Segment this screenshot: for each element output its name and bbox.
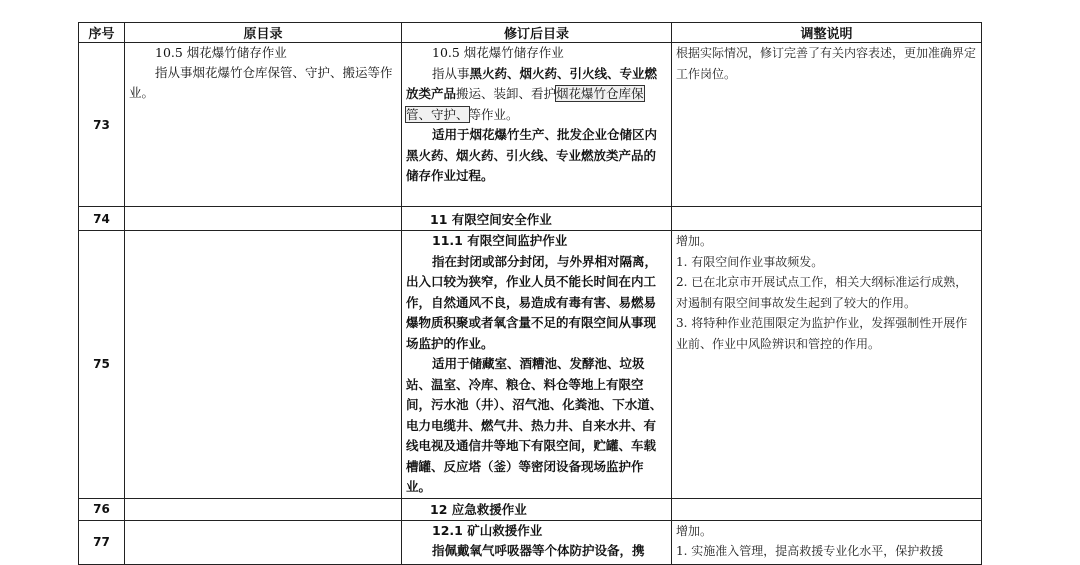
note-cell: [672, 43, 982, 207]
revised-cell: [402, 231, 672, 499]
header-original: 原目录: [125, 23, 402, 43]
note-text: 根据实际情况，修订完善了有关内容表述，更加准确界定工作岗位。: [676, 46, 977, 81]
row-number: 74: [79, 207, 125, 231]
revised-heading: 12 应急救援作业: [402, 498, 672, 520]
revision-table-page: [78, 22, 981, 565]
note-line: 2. 已在北京市开展试点工作，相关大纲标准运行成熟，对遏制有限空间事故发生起到了较大的作用。: [676, 275, 968, 310]
original-cell: [125, 498, 402, 520]
original-cell: [125, 207, 402, 231]
revised-text-bold: 黑火药、烟火药、引火线、专业燃放类产品: [406, 65, 658, 101]
table-header-row: [79, 23, 982, 43]
note-cell: [672, 498, 982, 520]
row-number: 77: [79, 520, 125, 564]
header-no: 序号: [79, 23, 125, 43]
original-title: 10.5 烟花爆竹储存作业: [155, 45, 287, 60]
original-cell: [125, 231, 402, 499]
table-row: [79, 498, 982, 520]
original-cell: [125, 43, 402, 207]
revision-table: [78, 22, 982, 565]
note-cell: [672, 520, 982, 564]
revised-body: 指佩戴氧气呼吸器等个体防护设备，携: [432, 543, 645, 558]
revised-cell: [402, 520, 672, 564]
original-body: 指从事烟花爆竹仓库保管、守护、搬运等作业。: [129, 65, 393, 100]
revised-text-post: 等作业。: [468, 106, 519, 122]
row-number: 73: [79, 43, 125, 207]
revised-cell: [402, 43, 672, 207]
table-row: [79, 207, 982, 231]
table-row: [79, 231, 982, 499]
note-cell: [672, 231, 982, 499]
header-note: 调整说明: [672, 23, 982, 43]
revised-text-pre: 指从事: [432, 65, 470, 81]
revised-text-mid: 搬运、装卸、看护: [456, 86, 557, 101]
table-row: [79, 520, 982, 564]
table-row: [79, 43, 982, 207]
revised-scope: 适用于烟花爆竹生产、批发企业仓储区内黑火药、烟火药、引火线、专业燃放类产品的储存作业过程。: [406, 127, 658, 183]
note-line: 1. 实施准入管理，提高救援专业化水平，保护救援: [676, 544, 944, 558]
revised-heading: 11 有限空间安全作业: [402, 207, 672, 231]
original-cell: [125, 520, 402, 564]
revised-text-boxed: 烟花爆竹仓库保管、守护、: [406, 86, 644, 122]
note-line: 增加。: [676, 523, 713, 538]
note-line: 1. 有限空间作业事故频发。: [676, 254, 824, 269]
note-line: 增加。: [676, 234, 713, 248]
note-line: 3. 将特种作业范围限定为监护作业，发挥强制性开展作业前、作业中风险辨识和管控的作用。: [676, 316, 968, 351]
revised-scope: 适用于储藏室、酒糟池、发酵池、垃圾站、温室、冷库、粮仓、料仓等地上有限空间，污水池（井）、沼气池、化粪池、下水道、电力电缆井、燃气井、热力井、自来水井、有线电视及通信井等地下有限空间，贮罐、车载槽罐、反应塔（釜）等密闭设备现场监护作业。: [406, 356, 663, 494]
revised-title: 10.5 烟花爆竹储存作业: [432, 45, 564, 60]
note-cell: [672, 207, 982, 231]
revised-body: [406, 64, 667, 126]
header-revised: 修订后目录: [402, 23, 672, 43]
revised-title: 11.1 有限空间监护作业: [432, 233, 568, 248]
row-number: 76: [79, 498, 125, 520]
revised-body: 指在封闭或部分封闭，与外界相对隔离，出入口较为狭窄，作业人员不能长时间在内工作，自然通风不良，易造成有毒有害、易燃易爆物质积聚或者氧含量不足的有限空间从事现场监护的作业。: [406, 253, 658, 351]
row-number: 75: [79, 231, 125, 499]
revised-title: 12.1 矿山救援作业: [432, 522, 543, 538]
